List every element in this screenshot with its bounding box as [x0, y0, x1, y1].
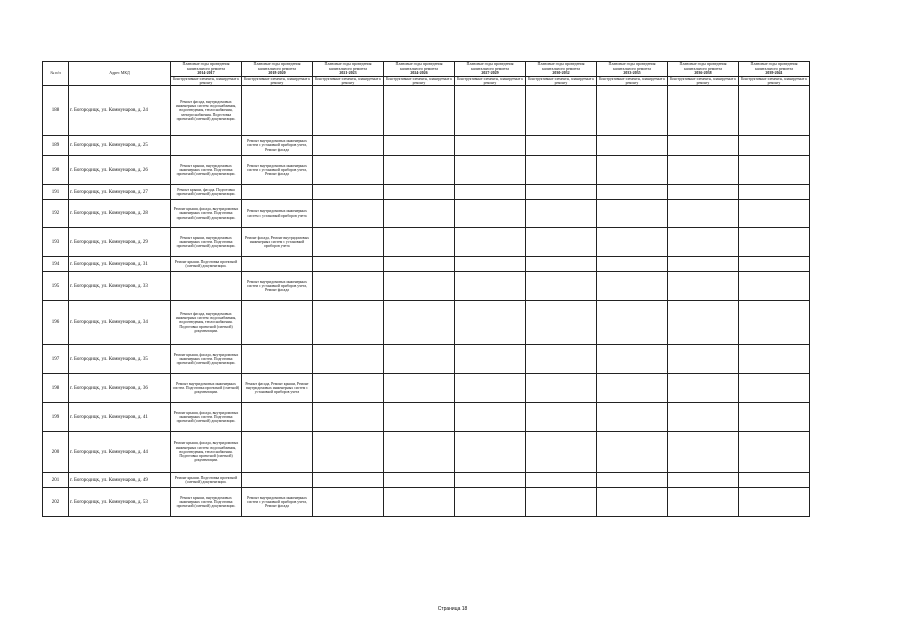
table-row [43, 374, 810, 403]
row-empty-cell [455, 257, 526, 272]
header-period-6 [526, 62, 597, 77]
row-works-2018-2020: Ремонт фасада, Ремонт внутридомовых инженерных систем с установкой приборов учета [242, 228, 313, 257]
row-address: г. Богородицк, ул. Коммунаров, д. 29 [69, 228, 171, 257]
table-row [43, 301, 810, 345]
row-empty-cell [384, 432, 455, 473]
row-empty-cell [455, 200, 526, 228]
row-empty-cell [739, 301, 810, 345]
row-works-2018-2020: Ремонт внутридомовых инженерных систем с установкой приборов учета, Ремонт фасада [242, 272, 313, 301]
row-empty-cell [668, 86, 739, 136]
header-period-subtitle: Конструктивные элементы, планируемые к ремонту [597, 77, 668, 86]
row-address: г. Богородицк, ул. Коммунаров, д. 35 [69, 345, 171, 374]
row-empty-cell [597, 86, 668, 136]
row-empty-cell [597, 200, 668, 228]
row-number: 197 [43, 345, 69, 374]
row-works-2014-2017: Ремонт крыши, фасада, внутридомовых инженерных систем. Подготовка проектной (сметной) документации. [171, 200, 242, 228]
row-number: 191 [43, 185, 69, 200]
row-empty-cell [526, 473, 597, 488]
row-empty-cell [739, 200, 810, 228]
row-empty-cell [455, 374, 526, 403]
header-period-years: 2036-2038 [694, 70, 712, 76]
row-empty-cell [526, 374, 597, 403]
row-empty-cell [455, 86, 526, 136]
row-number: 193 [43, 228, 69, 257]
header-period-title: Плановые годы проведения капитального ремонта [466, 61, 514, 71]
row-empty-cell [455, 301, 526, 345]
header-period-title: Плановые годы проведения капитального ремонта [537, 61, 585, 71]
row-empty-cell [668, 432, 739, 473]
row-empty-cell [455, 136, 526, 156]
row-works-2014-2017: Ремонт крыши. Подготовка проектной (сметной) документации. [171, 257, 242, 272]
row-empty-cell [313, 473, 384, 488]
row-works-2018-2020: Ремонт внутридомовых инженерных систем с установкой приборов учета, Ремонт фасада [242, 488, 313, 517]
row-empty-cell [597, 272, 668, 301]
header-period-4 [384, 62, 455, 77]
row-address: г. Богородицк, ул. Коммунаров, д. 31 [69, 257, 171, 272]
row-address: г. Богородицк, ул. Коммунаров, д. 53 [69, 488, 171, 517]
row-empty-cell [455, 432, 526, 473]
row-empty-cell [313, 403, 384, 432]
header-period-subtitle: Конструктивные элементы, планируемые к ремонту [455, 77, 526, 86]
table-row [43, 86, 810, 136]
row-empty-cell [668, 345, 739, 374]
table-row [43, 272, 810, 301]
header-period-title: Плановые годы проведения капитального ремонта [679, 61, 727, 71]
row-empty-cell [313, 185, 384, 200]
row-empty-cell [739, 403, 810, 432]
table-row [43, 432, 810, 473]
row-works-2014-2017: Ремонт крыши, фасада, внутридомовых инженерных систем. Подготовка проектной (сметной) документации. [171, 403, 242, 432]
row-empty-cell [739, 185, 810, 200]
header-period-years: 2039-2041 [765, 70, 783, 76]
row-empty-cell [597, 228, 668, 257]
header-period-title: Плановые годы проведения капитального ремонта [253, 61, 301, 71]
row-works-2014-2017 [171, 136, 242, 156]
row-works-2014-2017 [171, 272, 242, 301]
row-empty-cell [668, 185, 739, 200]
row-empty-cell [384, 374, 455, 403]
table-header [43, 62, 810, 86]
row-works-2018-2020 [242, 301, 313, 345]
row-empty-cell [313, 488, 384, 517]
row-empty-cell [526, 432, 597, 473]
header-period-years: 2018-2020 [268, 70, 286, 76]
row-empty-cell [597, 257, 668, 272]
row-empty-cell [526, 403, 597, 432]
header-period-years: 2027-2029 [481, 70, 499, 76]
row-empty-cell [597, 432, 668, 473]
header-period-subtitle: Конструктивные элементы, планируемые к ремонту [739, 77, 810, 86]
row-empty-cell [526, 345, 597, 374]
row-number: 192 [43, 200, 69, 228]
row-empty-cell [597, 374, 668, 403]
row-empty-cell [668, 228, 739, 257]
row-number: 201 [43, 473, 69, 488]
row-works-2018-2020 [242, 432, 313, 473]
row-empty-cell [384, 272, 455, 301]
row-empty-cell [739, 488, 810, 517]
row-works-2014-2017: Ремонт крыши, фасада, внутридомовых инженерных систем: водоснабжения, водоотведения, теплоснабжения. Подготовка проектной (сметной) документации. [171, 432, 242, 473]
row-empty-cell [384, 473, 455, 488]
header-period-2 [242, 62, 313, 77]
header-period-title: Плановые годы проведения капитального ремонта [324, 61, 372, 71]
header-period-subtitle: Конструктивные элементы, планируемые к ремонту [313, 77, 384, 86]
table-row [43, 185, 810, 200]
row-works-2018-2020 [242, 257, 313, 272]
header-period-title: Плановые годы проведения капитального ремонта [395, 61, 443, 71]
row-empty-cell [384, 136, 455, 156]
row-empty-cell [526, 301, 597, 345]
header-num: № п/п [43, 62, 69, 86]
row-empty-cell [455, 272, 526, 301]
header-period-title: Плановые годы проведения капитального ремонта [750, 61, 798, 71]
header-period-years: 2014-2017 [197, 70, 215, 76]
row-works-2014-2017: Ремонт крыши, внутридомовых инженерных систем. Подготовка проектной (сметной) документации. [171, 156, 242, 185]
header-period-title: Плановые годы проведения капитального ремонта [182, 61, 230, 71]
row-works-2014-2017: Ремонт крыши, внутридомовых инженерных систем. Подготовка проектной (сметной) документации. [171, 228, 242, 257]
row-empty-cell [384, 301, 455, 345]
row-works-2018-2020 [242, 345, 313, 374]
row-empty-cell [455, 228, 526, 257]
row-empty-cell [597, 403, 668, 432]
row-empty-cell [384, 228, 455, 257]
row-empty-cell [384, 200, 455, 228]
header-period-years: 2033-2035 [623, 70, 641, 76]
row-empty-cell [313, 374, 384, 403]
header-period-subtitle: Конструктивные элементы, планируемые к ремонту [384, 77, 455, 86]
row-works-2014-2017: Ремонт крыши, фасада, внутридомовых инженерных систем. Подготовка проектной (сметной) документации. [171, 345, 242, 374]
row-empty-cell [668, 156, 739, 185]
row-number: 196 [43, 301, 69, 345]
row-empty-cell [597, 473, 668, 488]
row-address: г. Богородицк, ул. Коммунаров, д. 33 [69, 272, 171, 301]
row-works-2018-2020: Ремонт внутридомовых инженерных систем с установкой приборов учета [242, 200, 313, 228]
row-empty-cell [313, 345, 384, 374]
row-empty-cell [526, 272, 597, 301]
header-address: Адрес МКД [69, 62, 171, 86]
row-empty-cell [668, 301, 739, 345]
header-period-8 [668, 62, 739, 77]
page-number: Страница 18 [437, 606, 468, 612]
row-empty-cell [526, 86, 597, 136]
row-works-2014-2017: Ремонт внутридомовых инженерных систем. Подготовка проектной (сметной) документации. [171, 374, 242, 403]
header-period-5 [455, 62, 526, 77]
header-period-subtitle: Конструктивные элементы, планируемые к ремонту [171, 77, 242, 86]
table-row [43, 257, 810, 272]
row-address: г. Богородицк, ул. Коммунаров, д. 34 [69, 301, 171, 345]
row-empty-cell [313, 200, 384, 228]
header-period-subtitle: Конструктивные элементы, планируемые к ремонту [526, 77, 597, 86]
row-empty-cell [739, 345, 810, 374]
row-empty-cell [668, 136, 739, 156]
row-empty-cell [313, 272, 384, 301]
row-empty-cell [526, 136, 597, 156]
row-empty-cell [313, 156, 384, 185]
capital-repair-schedule-table [42, 61, 810, 517]
row-address: г. Богородицк, ул. Коммунаров, д. 36 [69, 374, 171, 403]
row-number: 198 [43, 374, 69, 403]
table-row [43, 473, 810, 488]
row-empty-cell [384, 257, 455, 272]
row-empty-cell [313, 86, 384, 136]
row-works-2014-2017: Ремонт крыши, фасада. Подготовка проектной (сметной) документации. [171, 185, 242, 200]
row-empty-cell [597, 345, 668, 374]
row-empty-cell [313, 136, 384, 156]
row-empty-cell [455, 488, 526, 517]
row-empty-cell [526, 228, 597, 257]
row-empty-cell [384, 488, 455, 517]
row-number: 194 [43, 257, 69, 272]
table-row [43, 156, 810, 185]
header-period-title: Плановые годы проведения капитального ремонта [608, 61, 656, 71]
row-works-2014-2017: Ремонт крыши. Подготовка проектной (сметной) документации. [171, 473, 242, 488]
row-empty-cell [526, 257, 597, 272]
row-empty-cell [739, 473, 810, 488]
row-works-2018-2020: Ремонт фасада, Ремонт крыши, Ремонт внутридомовых инженерных систем с установкой приборов учета [242, 374, 313, 403]
row-number: 189 [43, 136, 69, 156]
table-row [43, 200, 810, 228]
row-number: 202 [43, 488, 69, 517]
row-empty-cell [739, 374, 810, 403]
row-number: 195 [43, 272, 69, 301]
row-empty-cell [384, 403, 455, 432]
row-empty-cell [526, 200, 597, 228]
row-empty-cell [668, 257, 739, 272]
row-empty-cell [739, 272, 810, 301]
row-empty-cell [739, 86, 810, 136]
header-period-subtitle: Конструктивные элементы, планируемые к ремонту [242, 77, 313, 86]
row-empty-cell [313, 257, 384, 272]
row-empty-cell [526, 185, 597, 200]
header-period-9 [739, 62, 810, 77]
row-address: г. Богородицк, ул. Коммунаров, д. 28 [69, 200, 171, 228]
header-period-subtitle: Конструктивные элементы, планируемые к ремонту [668, 77, 739, 86]
row-empty-cell [455, 185, 526, 200]
row-works-2014-2017: Ремонт фасада, внутридомовых инженерных систем: водоснабжения, водоотведения, теплоснабжения. Подготовка проектной (сметной) документации. [171, 301, 242, 345]
row-empty-cell [739, 432, 810, 473]
row-empty-cell [668, 272, 739, 301]
row-works-2018-2020 [242, 185, 313, 200]
row-empty-cell [668, 488, 739, 517]
header-period-years: 2024-2026 [410, 70, 428, 76]
row-address: г. Богородицк, ул. Коммунаров, д. 27 [69, 185, 171, 200]
row-works-2014-2017: Ремонт крыши, внутридомовых инженерных систем. Подготовка проектной (сметной) документации. [171, 488, 242, 517]
header-period-7 [597, 62, 668, 77]
row-number: 200 [43, 432, 69, 473]
row-empty-cell [455, 473, 526, 488]
row-empty-cell [597, 185, 668, 200]
row-address: г. Богородицк, ул. Коммунаров, д. 49 [69, 473, 171, 488]
row-empty-cell [668, 200, 739, 228]
row-empty-cell [313, 301, 384, 345]
row-empty-cell [739, 156, 810, 185]
table-row [43, 136, 810, 156]
row-works-2018-2020 [242, 403, 313, 432]
row-works-2018-2020 [242, 473, 313, 488]
row-works-2018-2020: Ремонт внутридомовых инженерных систем с установкой приборов учета, Ремонт фасада [242, 136, 313, 156]
row-empty-cell [668, 374, 739, 403]
table-body [43, 86, 810, 517]
header-period-years: 2030-2032 [552, 70, 570, 76]
row-empty-cell [739, 228, 810, 257]
row-empty-cell [597, 136, 668, 156]
row-empty-cell [455, 403, 526, 432]
row-address: г. Богородицк, ул. Коммунаров, д. 26 [69, 156, 171, 185]
row-empty-cell [455, 156, 526, 185]
table-row [43, 403, 810, 432]
row-empty-cell [668, 473, 739, 488]
row-address: г. Богородицк, ул. Коммунаров, д. 44 [69, 432, 171, 473]
header-period-years: 2021-2023 [339, 70, 357, 76]
row-address: г. Богородицк, ул. Коммунаров, д. 41 [69, 403, 171, 432]
row-empty-cell [597, 301, 668, 345]
row-empty-cell [668, 403, 739, 432]
row-empty-cell [384, 156, 455, 185]
row-address: г. Богородицк, ул. Коммунаров, д. 25 [69, 136, 171, 156]
row-empty-cell [526, 156, 597, 185]
row-empty-cell [384, 86, 455, 136]
header-period-3 [313, 62, 384, 77]
row-works-2018-2020 [242, 86, 313, 136]
row-empty-cell [597, 156, 668, 185]
table-row [43, 228, 810, 257]
row-number: 199 [43, 403, 69, 432]
row-works-2014-2017: Ремонт фасада, внутридомовых инженерных систем: водоснабжения, водоотведения, теплоснабжения, электроснабжения. Подготовка проектной (сметной) документации. [171, 86, 242, 136]
row-empty-cell [313, 228, 384, 257]
row-works-2018-2020: Ремонт внутридомовых инженерных систем с установкой приборов учета, Ремонт фасада [242, 156, 313, 185]
row-empty-cell [384, 185, 455, 200]
row-empty-cell [597, 488, 668, 517]
row-empty-cell [739, 257, 810, 272]
header-period-1 [171, 62, 242, 77]
row-empty-cell [313, 432, 384, 473]
row-empty-cell [455, 345, 526, 374]
row-number: 188 [43, 86, 69, 136]
row-empty-cell [739, 136, 810, 156]
row-empty-cell [526, 488, 597, 517]
row-empty-cell [384, 345, 455, 374]
row-number: 190 [43, 156, 69, 185]
table-row [43, 345, 810, 374]
row-address: г. Богородицк, ул. Коммунаров, д. 24 [69, 86, 171, 136]
table-row [43, 488, 810, 517]
